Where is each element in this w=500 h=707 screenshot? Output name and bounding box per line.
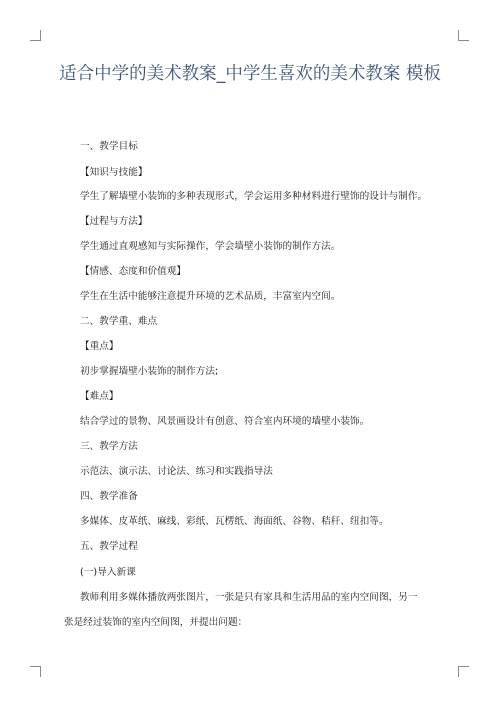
paragraph: 示范法、演示法、讨论法、练习和实践指导法 [80, 466, 273, 477]
section-heading-teaching-process: 五、教学过程 [80, 541, 138, 552]
paragraph: 教师利用多媒体播放两张图片，一张是只有家具和生活用品的室内空间图，另一 [80, 592, 418, 603]
section-heading-teaching-methods: 三、教学方法 [80, 441, 138, 452]
document-title: 适合中学的美术教案_中学生喜欢的美术教案 模板 [59, 64, 441, 84]
paragraph: 结合学过的景物、风景画设计有创意、符合室内环境的墙壁小装饰。 [80, 416, 370, 427]
paragraph: 学生在生活中能够注意提升环境的艺术品质，丰富室内空间。 [80, 291, 341, 302]
paragraph-continuation: 张是经过装饰的室内空间图，并提出问题： [64, 617, 248, 628]
paragraph: 学生了解墙壁小装饰的多种表现形式，学会运用多种材料进行壁饰的设计与制作。 [80, 191, 428, 202]
subheading-key-point: 【重点】 [80, 341, 119, 352]
subheading-emotion-values: 【情感、态度和价值观】 [80, 266, 187, 277]
paragraph: 初步掌握墙壁小装饰的制作方法; [80, 366, 219, 377]
section-heading-key-points: 二、教学重、难点 [80, 316, 158, 327]
subheading-difficulty: 【难点】 [80, 391, 119, 402]
subheading-process-methods: 【过程与方法】 [80, 216, 148, 227]
subheading-introduction: (一)导入新课 [80, 567, 136, 578]
section-heading-teaching-goals: 一、教学目标 [80, 141, 138, 152]
section-heading-preparation: 四、教学准备 [80, 491, 138, 502]
subheading-knowledge-skills: 【知识与技能】 [80, 167, 148, 178]
paragraph: 多媒体、皮革纸、麻线、彩纸、瓦楞纸、海面纸、谷物、秸秆、纽扣等。 [80, 516, 389, 527]
paragraph: 学生通过直观感知与实际操作，学会墙壁小装饰的制作方法。 [80, 241, 341, 252]
